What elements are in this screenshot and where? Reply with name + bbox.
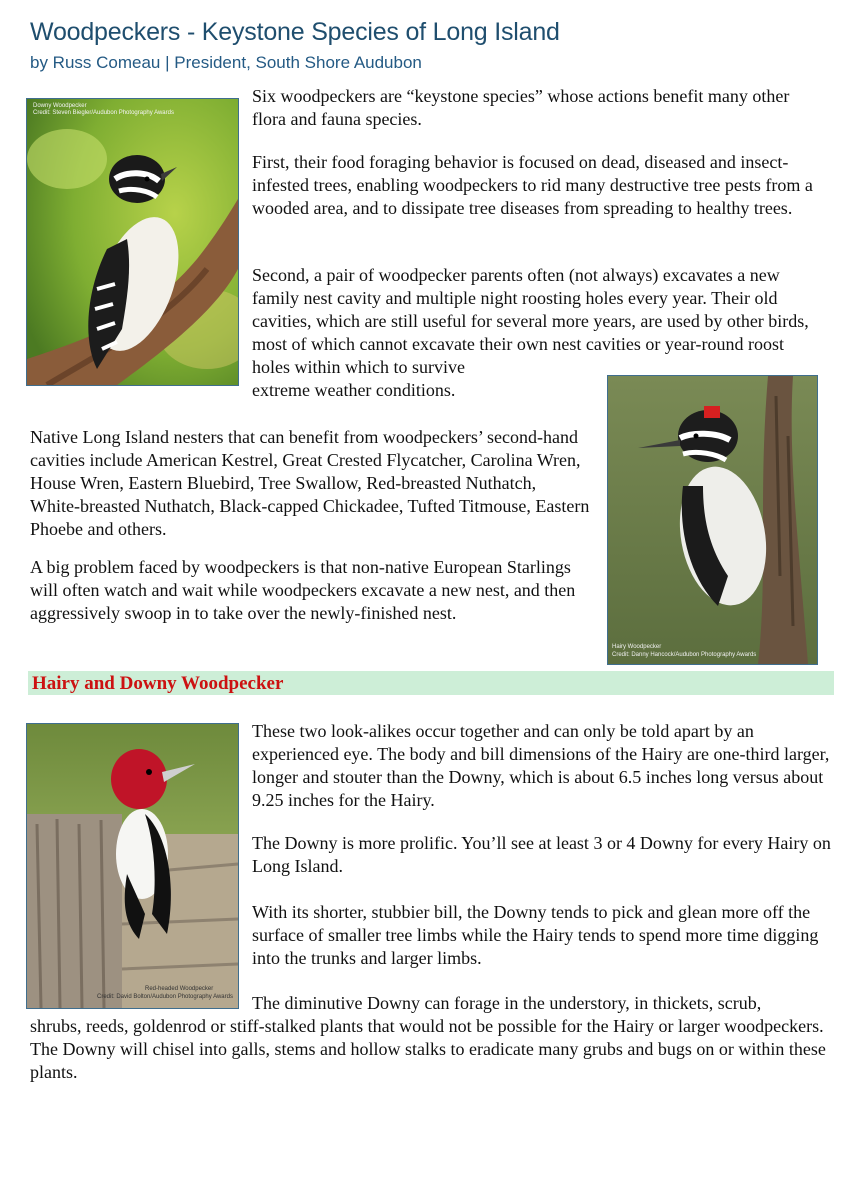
byline: by Russ Comeau | President, South Shore Audubon — [30, 53, 422, 72]
section-paragraph-2: The Downy is more prolific. You’ll see at least 3 or 4 Downy for every Hairy on Long Island. — [252, 833, 831, 876]
section-heading-bar — [28, 671, 834, 695]
red-headed-woodpecker-photo — [26, 723, 239, 1009]
redheaded-photo-caption-line1: Red-headed Woodpecker — [145, 986, 214, 992]
intro-paragraph-3-end: extreme weather conditions. — [252, 380, 456, 400]
hairy-photo-caption-line2: Credit: Danny Hancock/Audubon Photography Awards — [612, 652, 757, 658]
intro-paragraph-2: First, their food foraging behavior is focused on dead, diseased and insect-infested trees, enabling woodpeckers to rid many destructive tree pests from a wooded area, and to dissipate tree diseases from spreading to healthy trees. — [252, 152, 813, 218]
hairy-photo-caption-line1: Hairy Woodpecker — [612, 644, 662, 650]
downy-photo-caption-line1: Downy Woodpecker — [33, 103, 87, 109]
downy-woodpecker-photo — [26, 98, 239, 386]
downy-photo-caption-line2: Credit: Steven Biegler/Audubon Photography Awards — [33, 110, 174, 116]
section-paragraph-4: The diminutive Downy can forage in the understory, in thickets, scrub, — [252, 993, 762, 1013]
section-paragraph-1: These two look-alikes occur together and can only be told apart by an experienced eye. The body and bill dimensions of the Hairy are one-third larger, longer and stouter than the Downy, which is about 6.5 inches long versus about 9.25 inches for the Hairy. — [252, 721, 830, 810]
intro-paragraph-4: Native Long Island nesters that can benefit from woodpeckers’ second-hand cavities include American Kestrel, Great Crested Flycatcher, Carolina Wren, House Wren, Eastern Bluebird, Tree Swallow, Red-breasted Nuthatch, White-breasted Nuthatch, Black-capped Chickadee, Tufted Titmouse, Eastern Phoebe and others. — [30, 427, 590, 539]
intro-paragraph-3: Second, a pair of woodpecker parents often (not always) excavates a new family nest cavity and multiple night roosting holes every year. Their old cavities, which are still useful for several more years, are used by other birds, most of which cannot excavate their own nest cavities or year-round roost holes within which to survive — [252, 265, 809, 377]
hairy-woodpecker-photo — [607, 375, 818, 665]
page-title: Woodpeckers - Keystone Species of Long Island — [30, 18, 560, 46]
intro-paragraph-1: Six woodpeckers are “keystone species” whose actions benefit many other flora and fauna species. — [252, 86, 790, 129]
section-paragraph-3: With its shorter, stubbier bill, the Downy tends to pick and glean more off the surface of smaller tree limbs while the Hairy tends to spend more time digging into the trunks and larger limbs. — [252, 902, 819, 968]
section-paragraph-4-cont: shrubs, reeds, goldenrod or stiff-stalked plants that would not be possible for the Hairy or larger woodpeckers. The Downy will chisel into galls, stems and hollow stalks to eradicate many grubs and bugs on or within these plants. — [30, 1016, 826, 1082]
redheaded-photo-caption-line2: Credit: David Bolton/Audubon Photography Awards — [97, 994, 233, 1000]
intro-paragraph-5: A big problem faced by woodpeckers is that non-native European Starlings will often watch and wait while woodpeckers excavate a new nest, and then aggressively swoop in to take over the newly-finished nest. — [30, 557, 576, 623]
section-heading: Hairy and Downy Woodpecker — [32, 673, 284, 694]
